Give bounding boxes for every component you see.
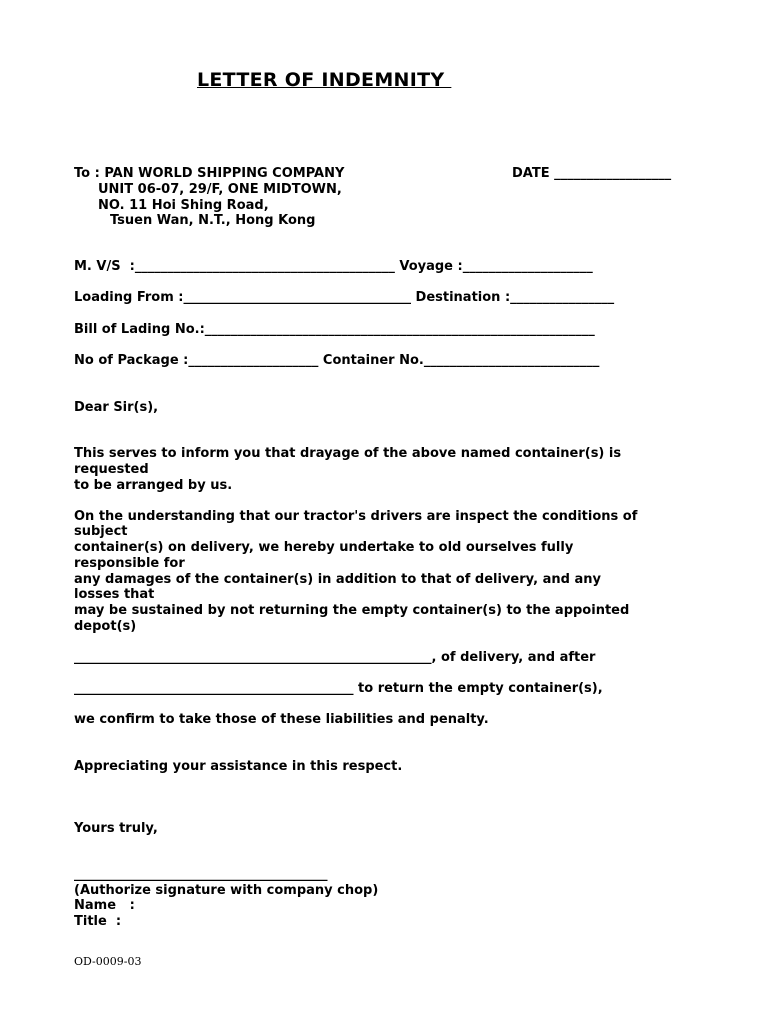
name-label: Name : bbox=[74, 898, 135, 913]
para1-line: This serves to inform you that drayage of the above named container(s) is bbox=[74, 446, 622, 461]
form-code: OD-0009-03 bbox=[74, 955, 142, 968]
date-field: DATE __________________ bbox=[512, 166, 672, 181]
para2-line: depot(s) bbox=[74, 619, 137, 634]
recipient-line: To : PAN WORLD SHIPPING COMPANY bbox=[74, 166, 345, 181]
document-title: LETTER OF INDEMNITY bbox=[197, 69, 452, 91]
para2-line: may be sustained by not returning the empty container(s) to the appointed bbox=[74, 603, 630, 618]
title-label: Title : bbox=[74, 914, 122, 929]
para2-line: any damages of the container(s) in addition to that of delivery, and any bbox=[74, 572, 601, 587]
address-line-3: Tsuen Wan, N.T., Hong Kong bbox=[110, 213, 316, 228]
package-container-field: No of Package :____________________ Container No.___________________________ bbox=[74, 353, 600, 368]
signature-line: _______________________________________ bbox=[74, 867, 328, 882]
para2-line: responsible for bbox=[74, 556, 185, 571]
loading-destination-field: Loading From :___________________________________ Destination :________________ bbox=[74, 290, 615, 305]
para1-line: requested bbox=[74, 462, 149, 477]
salutation: Dear Sir(s), bbox=[74, 400, 159, 415]
confirm-line: we confirm to take those of these liabilities and penalty. bbox=[74, 712, 489, 727]
appreciation-line: Appreciating your assistance in this respect. bbox=[74, 759, 403, 774]
return-line: ___________________________________________ to return the empty container(s), bbox=[74, 681, 603, 696]
para2-line: container(s) on delivery, we hereby undertake to old ourselves fully bbox=[74, 540, 574, 555]
delivery-line: _______________________________________________________, of delivery, and after bbox=[74, 650, 596, 665]
bill-of-lading-field: Bill of Lading No.:____________________________________________________________ bbox=[74, 322, 595, 337]
closing: Yours truly, bbox=[74, 821, 158, 836]
para1-line: to be arranged by us. bbox=[74, 478, 233, 493]
signature-caption: (Authorize signature with company chop) bbox=[74, 883, 379, 898]
address-line-2: NO. 11 Hoi Shing Road, bbox=[98, 198, 269, 213]
address-line-1: UNIT 06-07, 29/F, ONE MIDTOWN, bbox=[98, 182, 342, 197]
para2-line: losses that bbox=[74, 587, 155, 602]
vessel-voyage-field: M. V/S :________________________________________ Voyage :____________________ bbox=[74, 259, 593, 274]
para2-line: subject bbox=[74, 524, 128, 539]
para2-line: On the understanding that our tractor's drivers are inspect the conditions of bbox=[74, 509, 638, 524]
